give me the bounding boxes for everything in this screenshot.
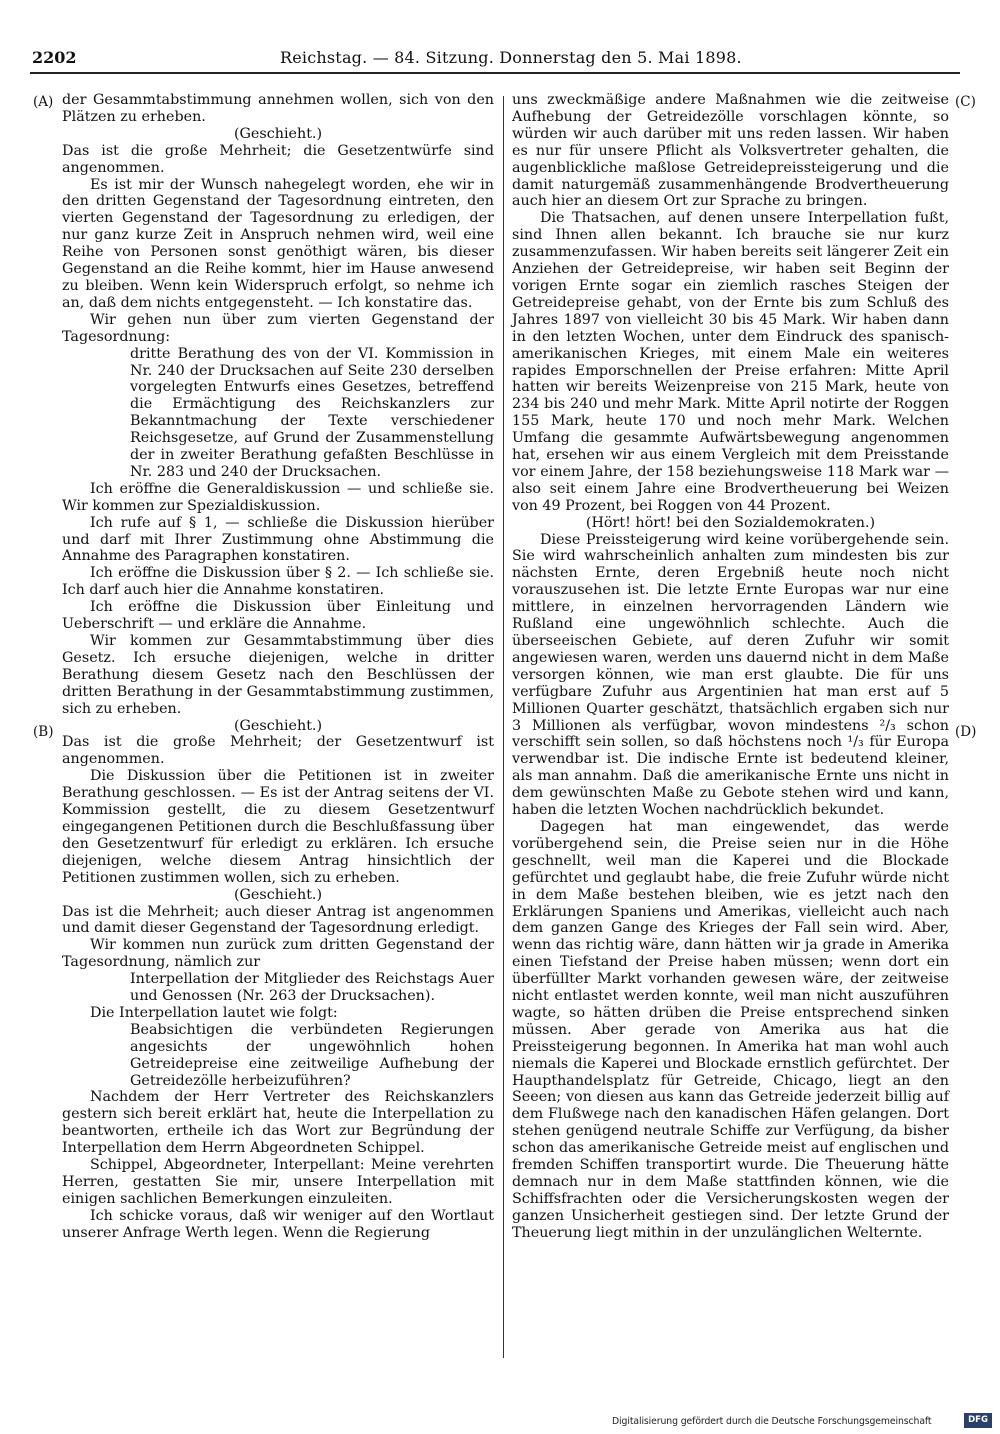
page-number: 2202 (32, 48, 77, 67)
stage-direction: (Geschieht.) (233, 717, 323, 734)
margin-marker-a: (A) (33, 94, 54, 110)
paragraph: Wir gehen nun über zum vierten Gegenstand der Tagesordnung: (62, 311, 494, 345)
speaker-paragraph: Schippel, Abgeordneter, Interpellant: Meine verehrten Herren, gestatten Sie mir, unsere Interpellation mit einigen sachlichen Bemerkungen einzuleiten. (62, 1157, 494, 1207)
paragraph: Ich eröffne die Diskussion über § 2. — Ich schließe sie. Ich darf auch hier die Annahme konstatiren. (62, 565, 494, 599)
paragraph: Die Thatsachen, auf denen unsere Interpellation fußt, sind Ihnen allen bekannt. Ich brauche sie nur kurz zusammenzufassen. Wir haben bereits seit längerer Zeit ein Anziehen der Getreidepreise, wir haben seit Beginn der vorigen Ernte sogar ein ziemlich rasches Steigen der Getreidepreise gehabt, von der Ernte bis zum Schluß des Jahres 1897 von vielleicht 30 bis 45 Mark. Wir haben dann in den letzten Wochen, unter dem Eindruck des spanisch-amerikanischen Krieges, mit einem Male ein weiteres rapides Emporschnellen der Preise erfahren: Mitte April hatten wir bereits Weizenpreise von 215 Mark, heute von 234 bis 240 und mehr Mark. Mitte April notirte der Roggen 155 Mark, heute 170 und noch mehr Mark. Welchen Umfang die gesammte Aufwärtsbewegung angenommen hat, ersehen wir aus einem Vergleich mit dem Preisstande vor einem Jahre, der 158 beziehungsweise 118 Mark war — also seit einem Jahre eine Brodvertheuerung bei Weizen von 49 Prozent, bei Roggen von 44 Prozent. (512, 210, 949, 514)
paragraph: Das ist die große Mehrheit; die Gesetzentwürfe sind angenommen. (62, 142, 494, 176)
paragraph: Ich rufe auf § 1, — schließe die Diskussion hierüber und darf mit Ihrer Zustimmung ohne Abstimmung die Annahme des Paragraphen konstatiren. (62, 514, 494, 565)
margin-marker-c: (C) (955, 94, 976, 110)
running-title: Reichstag. — 84. Sitzung. Donnerstag den 5. Mai 1898. (280, 48, 742, 67)
paragraph: Ich schicke voraus, daß wir weniger auf den Wortlaut unserer Anfrage Werth legen. Wenn die Regierung (62, 1207, 494, 1241)
page-header (30, 46, 960, 74)
margin-marker-d: (D) (955, 724, 977, 740)
stage-direction: (Geschieht.) (233, 886, 323, 903)
digitization-credit: Digitalisierung gefördert durch die Deutsche Forschungsgemeinschaft (612, 1416, 932, 1427)
paragraph: Ich eröffne die Diskussion über Einleitung und Ueberschrift — und erkläre die Annahme. (62, 599, 494, 633)
agenda-item: Interpellation der Mitglieder des Reichstags Auer und Genossen (Nr. 263 der Drucksachen). (130, 971, 494, 1005)
right-column (512, 92, 949, 1242)
column-divider (503, 96, 504, 1358)
paragraph: Die Interpellation lautet wie folgt: (90, 1004, 338, 1021)
agenda-item: dritte Berathung des von der VI. Kommission in Nr. 240 der Drucksachen auf Seite 230 derselben vorgelegten Entwurfs eines Gesetzes, betreffend die Ermächtigung des Reichskanzlers zur Bekanntmachung der Texte verschiedener Reichsgesetze, auf Grund der Zusammenstellung der in zweiter Berathung gefaßten Beschlüsse in Nr. 283 und 240 der Drucksachen. (130, 345, 494, 480)
paragraph: Wir kommen zur Gesammtabstimmung über dies Gesetz. Ich ersuche diejenigen, welche in dritter Berathung diesem Gesetz nach den Beschlüssen der dritten Berathung in der Gesammtabstimmung zustimmen, sich zu erheben. (62, 633, 494, 717)
paragraph: Das ist die große Mehrheit; der Gesetzentwurf ist angenommen. (62, 734, 494, 768)
paragraph: uns zweckmäßige andere Maßnahmen wie die zeitweise Aufhebung der Getreidezölle vorschlagen könnte, so würden wir auch darüber mit uns reden lassen. Wir haben es nur für unsere Pflicht als Volksvertreter gehalten, die augenblickliche maßlose Getreidepreissteigerung und die damit naturgemäß zusammenhängende Brodvertheuerung auch hier an diesem Ort zur Sprache zu bringen. (512, 92, 949, 210)
paragraph: Ich eröffne die Generaldiskussion — und schließe sie. Wir kommen zur Spezialdiskussion. (62, 480, 494, 514)
stage-direction: (Hört! hört! bei den Sozialdemokraten.) (585, 514, 876, 531)
left-column (62, 92, 494, 1242)
paragraph: Die Diskussion über die Petitionen ist in zweiter Berathung geschlossen. — Es ist der Antrag seitens der VI. Kommission gestellt, die zu diesem Gesetzentwurf eingegangenen Petitionen durch die Beschlußfassung über den Gesetzentwurf für erledigt zu erklären. Ich ersuche diejenigen, welche diesem Antrag hinsichtlich der Petitionen zustimmen wollen, sich zu erheben. (62, 768, 494, 886)
paragraph: Dagegen hat man eingewendet, das werde vorübergehend sein, die Preise seien nur in die Höhe geschnellt, weil man die Kaperei und die Blockade gefürchtet und geglaubt habe, die freie Zufuhr würde nicht in dem Maße bestehen bleiben, wie es jetzt nach den Erklärungen Spaniens und Amerikas, vielleicht auch nach dem ganzen Gange des Krieges der Fall sein wird. Aber, wenn das richtig wäre, dann hätten wir ja grade in Amerika einen Tiefstand der Preise haben müssen; wenn dort ein überfüllter Markt vorhanden gewesen wäre, der zeitweise nicht entlastet werden konnte, weil man nicht auszuführen wagte, so hätten drüben die Preise entsprechend sinken müssen. Aber gerade von Amerika aus hat die Preissteigerung begonnen. In Amerika hat man wohl auch niemals die Kaperei und Blockade ernstlich gefürchtet. Der Haupthandelsplatz für Getreide, Chicago, liegt an den Seeen; von diesen aus kann das Getreide jederzeit billig auf dem Flußwege nach den kanadischen Häfen gelangen. Dort stehen genügend neutrale Schiffe zur Verfügung, da bisher schon das amerikanische Getreide meist auf englischen und fremden Schiffen transportirt wurde. Die Theuerung hätte demnach nur in dem Maße stattfinden können, wie die Schiffsfrachten oder die Versicherungskosten wegen der ganzen Unsicherheit gestiegen sind. Der letzte Grund der Theuerung liegt mithin in der unzulänglichen Welternte. (512, 818, 949, 1241)
interpellation-text: Beabsichtigen die verbündeten Regierungen angesichts der ungewöhnlich hohen Getreidepreise eine zeitweilige Aufhebung der Getreidezölle herbeizuführen? (130, 1021, 494, 1089)
paragraph: Das ist die Mehrheit; auch dieser Antrag ist angenommen und damit dieser Gegenstand der Tagesordnung erledigt. (62, 903, 494, 937)
stage-direction: (Geschieht.) (233, 125, 323, 142)
paragraph: Nachdem der Herr Vertreter des Reichskanzlers gestern sich bereit erklärt hat, heute die Interpellation zu beantworten, ertheile ich das Wort zur Begründung der Interpellation dem Herrn Abgeordneten Schippel. (62, 1089, 494, 1157)
paragraph: Wir kommen nun zurück zum dritten Gegenstand der Tagesordnung, nämlich zur (62, 937, 494, 971)
margin-marker-b: (B) (33, 724, 54, 740)
dfg-logo: DFG (964, 1413, 992, 1428)
paragraph: der Gesammtabstimmung annehmen wollen, sich von den Plätzen zu erheben. (62, 92, 494, 125)
paragraph: Es ist mir der Wunsch nahegelegt worden, ehe wir in den dritten Gegenstand der Tagesordnung eintreten, den vierten Gegenstand der Tagesordnung zu erledigen, der nur ganz kurze Zeit in Anspruch nehmen wird, weil eine Reihe von Personen sonst genöthigt wären, bis dieser Gegenstand an die Reihe kommt, hier im Hause anwesend zu bleiben. Wenn kein Widerspruch erfolgt, so nehme ich an, daß dem nichts entgegensteht. — Ich konstatire das. (62, 176, 494, 311)
paragraph: Diese Preissteigerung wird keine vorübergehende sein. Sie wird wahrscheinlich anhalten zum mindesten bis zur nächsten Ernte, deren Ergebniß heute noch nicht vorauszusehen ist. Die letzte Ernte Europas war nur eine mittlere, in einzelnen hervorragenden Ländern wie Rußland eine ungewöhnlich schlechte. Auch die überseeischen Gebiete, auf deren Zufuhr wir somit angewiesen waren, werden uns dauernd nicht in dem Maße versorgen können, wie man erst glaubte. Die für uns verfügbare Zufuhr aus Argentinien hat man erst auf 5 Millionen Quarter geschätzt, thatsächlich ergaben sich nur 3 Millionen als verfügbar, wovon mindestens ²/₃ schon verschifft sein sollen, so daß höchstens noch ¹/₃ für Europa verwendbar ist. Die indische Ernte ist bedeutend kleiner, als man annahm. Daß die amerikanische Ernte uns nicht in dem gewünschten Maße zu Gebote stehen wird und kann, haben die letzten Wochen nachdrücklich bekundet. (512, 531, 949, 819)
